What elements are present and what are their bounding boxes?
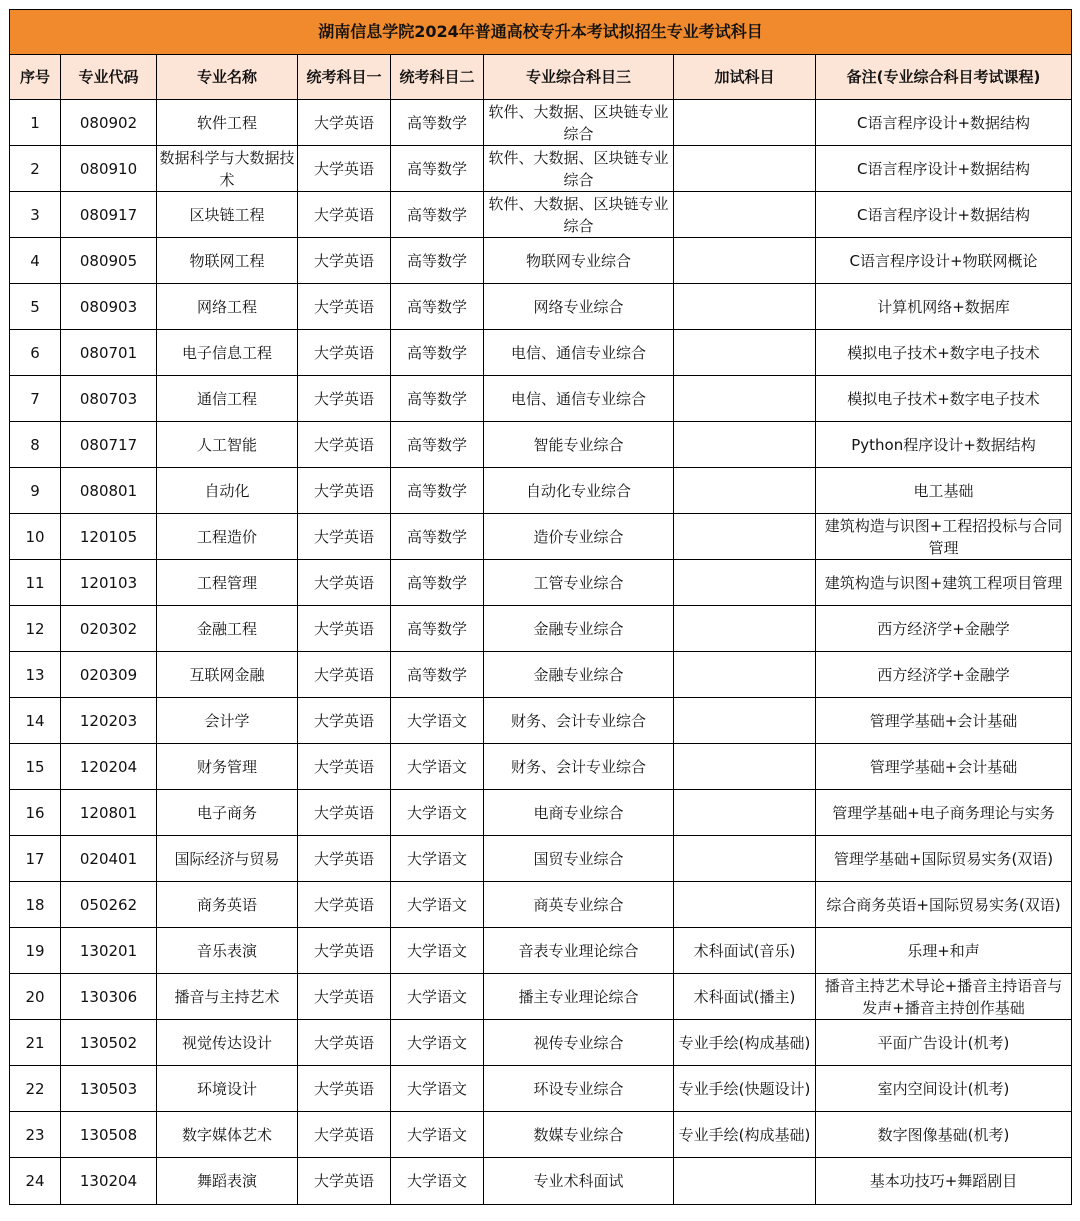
cell-comprehensive-subject-3: 造价专业综合: [484, 514, 674, 560]
cell-comprehensive-subject-3: 财务、会计专业综合: [484, 744, 674, 790]
header-major-name: 专业名称: [157, 55, 298, 100]
cell-exam-subject-1: 大学英语: [298, 652, 391, 698]
cell-notes: 综合商务英语+国际贸易实务(双语): [816, 882, 1072, 928]
cell-extra-subject: 专业手绘(快题设计): [674, 1066, 816, 1112]
table-row: [10, 192, 1072, 238]
cell-major-name: 电子商务: [157, 790, 298, 836]
cell-exam-subject-2: 高等数学: [391, 514, 484, 560]
table-row: [10, 882, 1072, 928]
cell-exam-subject-2: 高等数学: [391, 100, 484, 146]
cell-major-code: 130503: [61, 1066, 157, 1112]
cell-comprehensive-subject-3: 数媒专业综合: [484, 1112, 674, 1158]
cell-notes: C语言程序设计+数据结构: [816, 146, 1072, 192]
cell-extra-subject: [674, 560, 816, 606]
cell-major-name: 数据科学与大数据技术: [157, 146, 298, 192]
cell-extra-subject: [674, 698, 816, 744]
cell-comprehensive-subject-3: 软件、大数据、区块链专业综合: [484, 192, 674, 238]
cell-index: 10: [10, 514, 61, 560]
cell-index: 22: [10, 1066, 61, 1112]
cell-exam-subject-2: 大学语文: [391, 698, 484, 744]
cell-major-name: 工程造价: [157, 514, 298, 560]
cell-exam-subject-2: 大学语文: [391, 1112, 484, 1158]
cell-major-code: 020401: [61, 836, 157, 882]
cell-exam-subject-1: 大学英语: [298, 606, 391, 652]
cell-notes: 西方经济学+金融学: [816, 652, 1072, 698]
cell-major-code: 080917: [61, 192, 157, 238]
cell-major-name: 国际经济与贸易: [157, 836, 298, 882]
cell-extra-subject: [674, 1158, 816, 1205]
cell-index: 18: [10, 882, 61, 928]
cell-major-code: 080701: [61, 330, 157, 376]
cell-extra-subject: [674, 836, 816, 882]
cell-exam-subject-2: 大学语文: [391, 882, 484, 928]
cell-major-code: 080903: [61, 284, 157, 330]
cell-extra-subject: [674, 284, 816, 330]
cell-index: 14: [10, 698, 61, 744]
cell-exam-subject-2: 高等数学: [391, 284, 484, 330]
cell-major-code: 080717: [61, 422, 157, 468]
cell-notes: Python程序设计+数据结构: [816, 422, 1072, 468]
cell-major-code: 120204: [61, 744, 157, 790]
cell-major-name: 人工智能: [157, 422, 298, 468]
cell-comprehensive-subject-3: 国贸专业综合: [484, 836, 674, 882]
cell-index: 23: [10, 1112, 61, 1158]
cell-extra-subject: [674, 238, 816, 284]
cell-major-code: 050262: [61, 882, 157, 928]
cell-comprehensive-subject-3: 电商专业综合: [484, 790, 674, 836]
cell-major-code: 080905: [61, 238, 157, 284]
table-row: [10, 284, 1072, 330]
header-exam-subject-1: 统考科目一: [298, 55, 391, 100]
cell-major-name: 金融工程: [157, 606, 298, 652]
cell-exam-subject-2: 高等数学: [391, 238, 484, 284]
header-major-code: 专业代码: [61, 55, 157, 100]
cell-index: 12: [10, 606, 61, 652]
cell-comprehensive-subject-3: 电信、通信专业综合: [484, 376, 674, 422]
cell-comprehensive-subject-3: 网络专业综合: [484, 284, 674, 330]
header-extra-subject: 加试科目: [674, 55, 816, 100]
cell-notes: 室内空间设计(机考): [816, 1066, 1072, 1112]
table-row: [10, 1066, 1072, 1112]
table-row: [10, 652, 1072, 698]
cell-notes: 管理学基础+国际贸易实务(双语): [816, 836, 1072, 882]
cell-exam-subject-1: 大学英语: [298, 928, 391, 974]
cell-exam-subject-1: 大学英语: [298, 422, 391, 468]
cell-index: 5: [10, 284, 61, 330]
cell-index: 17: [10, 836, 61, 882]
cell-major-code: 080703: [61, 376, 157, 422]
cell-notes: 西方经济学+金融学: [816, 606, 1072, 652]
cell-major-name: 音乐表演: [157, 928, 298, 974]
subjects-table-container: [9, 9, 1071, 1205]
cell-exam-subject-2: 高等数学: [391, 192, 484, 238]
cell-comprehensive-subject-3: 金融专业综合: [484, 606, 674, 652]
cell-exam-subject-1: 大学英语: [298, 192, 391, 238]
table-row: [10, 1158, 1072, 1205]
cell-notes: 数字图像基础(机考): [816, 1112, 1072, 1158]
cell-notes: 计算机网络+数据库: [816, 284, 1072, 330]
cell-comprehensive-subject-3: 环设专业综合: [484, 1066, 674, 1112]
cell-major-name: 通信工程: [157, 376, 298, 422]
cell-index: 13: [10, 652, 61, 698]
cell-notes: 电工基础: [816, 468, 1072, 514]
cell-exam-subject-1: 大学英语: [298, 790, 391, 836]
table-row: [10, 790, 1072, 836]
cell-extra-subject: [674, 606, 816, 652]
table-row: [10, 468, 1072, 514]
cell-comprehensive-subject-3: 播主专业理论综合: [484, 974, 674, 1020]
cell-major-name: 商务英语: [157, 882, 298, 928]
header-comprehensive-subject-3: 专业综合科目三: [484, 55, 674, 100]
cell-notes: C语言程序设计+物联网概论: [816, 238, 1072, 284]
cell-notes: 模拟电子技术+数字电子技术: [816, 330, 1072, 376]
cell-exam-subject-1: 大学英语: [298, 744, 391, 790]
cell-extra-subject: [674, 100, 816, 146]
cell-comprehensive-subject-3: 音表专业理论综合: [484, 928, 674, 974]
cell-exam-subject-1: 大学英语: [298, 514, 391, 560]
cell-exam-subject-2: 高等数学: [391, 330, 484, 376]
cell-extra-subject: [674, 882, 816, 928]
table-row: [10, 1112, 1072, 1158]
cell-exam-subject-2: 高等数学: [391, 376, 484, 422]
cell-index: 19: [10, 928, 61, 974]
cell-major-code: 080902: [61, 100, 157, 146]
cell-major-code: 130201: [61, 928, 157, 974]
cell-notes: C语言程序设计+数据结构: [816, 192, 1072, 238]
cell-extra-subject: [674, 376, 816, 422]
cell-notes: 平面广告设计(机考): [816, 1020, 1072, 1066]
cell-exam-subject-2: 高等数学: [391, 652, 484, 698]
cell-notes: 管理学基础+电子商务理论与实务: [816, 790, 1072, 836]
table-row: [10, 330, 1072, 376]
cell-exam-subject-2: 大学语文: [391, 744, 484, 790]
cell-notes: 播音主持艺术导论+播音主持语音与发声+播音主持创作基础: [816, 974, 1072, 1020]
header-notes: 备注(专业综合科目考试课程): [816, 55, 1072, 100]
cell-exam-subject-2: 大学语文: [391, 974, 484, 1020]
cell-exam-subject-2: 大学语文: [391, 1158, 484, 1205]
cell-comprehensive-subject-3: 物联网专业综合: [484, 238, 674, 284]
cell-exam-subject-2: 大学语文: [391, 836, 484, 882]
cell-extra-subject: [674, 468, 816, 514]
table-row: [10, 744, 1072, 790]
cell-major-name: 财务管理: [157, 744, 298, 790]
cell-major-name: 电子信息工程: [157, 330, 298, 376]
cell-exam-subject-2: 大学语文: [391, 928, 484, 974]
cell-exam-subject-1: 大学英语: [298, 836, 391, 882]
cell-major-name: 软件工程: [157, 100, 298, 146]
cell-index: 11: [10, 560, 61, 606]
table-row: [10, 422, 1072, 468]
cell-exam-subject-1: 大学英语: [298, 284, 391, 330]
cell-comprehensive-subject-3: 财务、会计专业综合: [484, 698, 674, 744]
cell-comprehensive-subject-3: 专业术科面试: [484, 1158, 674, 1205]
table-row: [10, 560, 1072, 606]
cell-exam-subject-1: 大学英语: [298, 698, 391, 744]
cell-major-code: 080801: [61, 468, 157, 514]
cell-major-name: 工程管理: [157, 560, 298, 606]
cell-major-code: 020302: [61, 606, 157, 652]
cell-exam-subject-2: 高等数学: [391, 606, 484, 652]
cell-major-name: 舞蹈表演: [157, 1158, 298, 1205]
cell-major-code: 120105: [61, 514, 157, 560]
cell-exam-subject-2: 高等数学: [391, 422, 484, 468]
cell-major-code: 120801: [61, 790, 157, 836]
table-row: [10, 1020, 1072, 1066]
cell-exam-subject-1: 大学英语: [298, 882, 391, 928]
cell-extra-subject: [674, 514, 816, 560]
cell-exam-subject-2: 大学语文: [391, 1020, 484, 1066]
table-title: 湖南信息学院2024年普通高校专升本考试拟招生专业考试科目: [10, 10, 1072, 55]
cell-major-name: 互联网金融: [157, 652, 298, 698]
cell-extra-subject: 专业手绘(构成基础): [674, 1112, 816, 1158]
cell-major-name: 会计学: [157, 698, 298, 744]
cell-comprehensive-subject-3: 电信、通信专业综合: [484, 330, 674, 376]
cell-notes: 基本功技巧+舞蹈剧目: [816, 1158, 1072, 1205]
cell-exam-subject-1: 大学英语: [298, 238, 391, 284]
cell-notes: 建筑构造与识图+工程招投标与合同管理: [816, 514, 1072, 560]
cell-major-code: 120103: [61, 560, 157, 606]
cell-index: 4: [10, 238, 61, 284]
cell-notes: 建筑构造与识图+建筑工程项目管理: [816, 560, 1072, 606]
cell-exam-subject-1: 大学英语: [298, 468, 391, 514]
subjects-table: [9, 9, 1072, 1205]
cell-notes: 乐理+和声: [816, 928, 1072, 974]
cell-major-name: 自动化: [157, 468, 298, 514]
cell-extra-subject: [674, 652, 816, 698]
cell-extra-subject: [674, 330, 816, 376]
cell-exam-subject-1: 大学英语: [298, 330, 391, 376]
cell-exam-subject-2: 大学语文: [391, 790, 484, 836]
table-row: [10, 698, 1072, 744]
cell-exam-subject-2: 大学语文: [391, 1066, 484, 1112]
table-row: [10, 238, 1072, 284]
cell-exam-subject-1: 大学英语: [298, 376, 391, 422]
cell-comprehensive-subject-3: 金融专业综合: [484, 652, 674, 698]
table-row: [10, 100, 1072, 146]
cell-major-name: 区块链工程: [157, 192, 298, 238]
cell-extra-subject: [674, 744, 816, 790]
cell-major-code: 130306: [61, 974, 157, 1020]
cell-exam-subject-1: 大学英语: [298, 146, 391, 192]
cell-index: 9: [10, 468, 61, 514]
cell-index: 6: [10, 330, 61, 376]
cell-exam-subject-2: 高等数学: [391, 146, 484, 192]
cell-major-name: 播音与主持艺术: [157, 974, 298, 1020]
table-row: [10, 146, 1072, 192]
cell-extra-subject: [674, 790, 816, 836]
table-row: [10, 928, 1072, 974]
cell-extra-subject: [674, 146, 816, 192]
cell-index: 2: [10, 146, 61, 192]
table-row: [10, 974, 1072, 1020]
cell-extra-subject: 专业手绘(构成基础): [674, 1020, 816, 1066]
cell-extra-subject: 术科面试(音乐): [674, 928, 816, 974]
cell-notes: 管理学基础+会计基础: [816, 744, 1072, 790]
cell-notes: C语言程序设计+数据结构: [816, 100, 1072, 146]
cell-comprehensive-subject-3: 视传专业综合: [484, 1020, 674, 1066]
cell-major-name: 网络工程: [157, 284, 298, 330]
cell-index: 21: [10, 1020, 61, 1066]
cell-major-name: 物联网工程: [157, 238, 298, 284]
cell-major-code: 130204: [61, 1158, 157, 1205]
cell-major-code: 080910: [61, 146, 157, 192]
cell-exam-subject-1: 大学英语: [298, 100, 391, 146]
table-row: [10, 836, 1072, 882]
cell-notes: 管理学基础+会计基础: [816, 698, 1072, 744]
cell-major-code: 130502: [61, 1020, 157, 1066]
cell-exam-subject-1: 大学英语: [298, 1066, 391, 1112]
cell-index: 24: [10, 1158, 61, 1205]
cell-major-code: 130508: [61, 1112, 157, 1158]
cell-major-name: 数字媒体艺术: [157, 1112, 298, 1158]
header-index: 序号: [10, 55, 61, 100]
table-row: [10, 514, 1072, 560]
header-exam-subject-2: 统考科目二: [391, 55, 484, 100]
cell-index: 20: [10, 974, 61, 1020]
cell-exam-subject-1: 大学英语: [298, 560, 391, 606]
cell-index: 7: [10, 376, 61, 422]
cell-exam-subject-2: 高等数学: [391, 468, 484, 514]
table-row: [10, 606, 1072, 652]
cell-notes: 模拟电子技术+数字电子技术: [816, 376, 1072, 422]
cell-major-name: 视觉传达设计: [157, 1020, 298, 1066]
cell-index: 3: [10, 192, 61, 238]
cell-index: 1: [10, 100, 61, 146]
cell-major-code: 120203: [61, 698, 157, 744]
cell-exam-subject-1: 大学英语: [298, 1158, 391, 1205]
cell-major-name: 环境设计: [157, 1066, 298, 1112]
cell-exam-subject-1: 大学英语: [298, 1020, 391, 1066]
cell-exam-subject-1: 大学英语: [298, 974, 391, 1020]
cell-comprehensive-subject-3: 软件、大数据、区块链专业综合: [484, 146, 674, 192]
cell-index: 15: [10, 744, 61, 790]
cell-exam-subject-1: 大学英语: [298, 1112, 391, 1158]
cell-index: 8: [10, 422, 61, 468]
cell-exam-subject-2: 高等数学: [391, 560, 484, 606]
cell-comprehensive-subject-3: 自动化专业综合: [484, 468, 674, 514]
cell-comprehensive-subject-3: 智能专业综合: [484, 422, 674, 468]
cell-extra-subject: [674, 192, 816, 238]
cell-comprehensive-subject-3: 工管专业综合: [484, 560, 674, 606]
table-row: [10, 376, 1072, 422]
cell-comprehensive-subject-3: 商英专业综合: [484, 882, 674, 928]
cell-index: 16: [10, 790, 61, 836]
cell-extra-subject: [674, 422, 816, 468]
cell-major-code: 020309: [61, 652, 157, 698]
cell-extra-subject: 术科面试(播主): [674, 974, 816, 1020]
cell-comprehensive-subject-3: 软件、大数据、区块链专业综合: [484, 100, 674, 146]
